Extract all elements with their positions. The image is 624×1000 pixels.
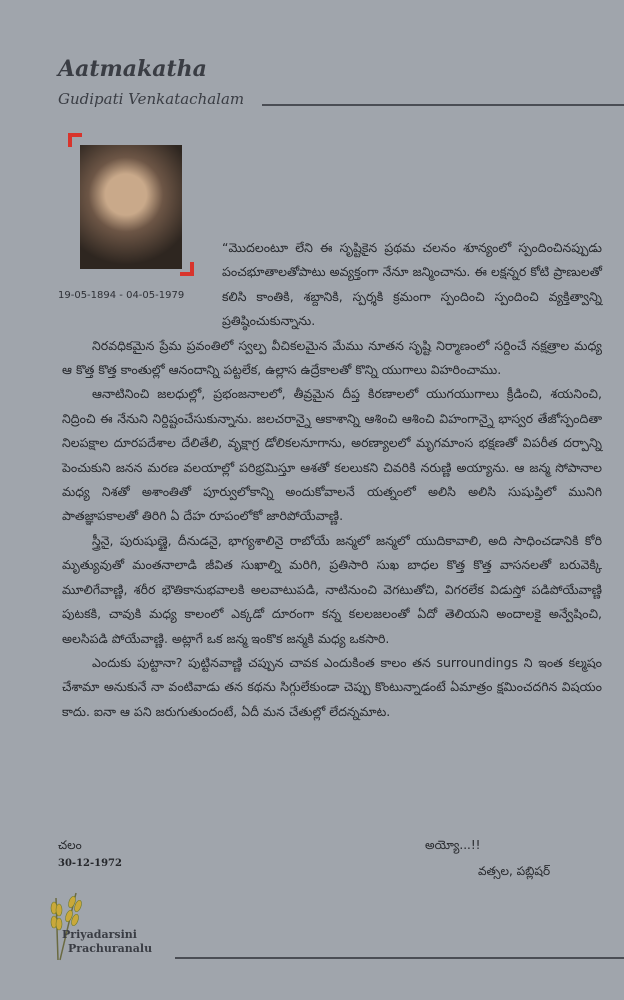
paragraph: “మొదలంటూ లేని ఈ సృష్టికైన ప్రథమ చలనం శూన్యంలో స్పందించినప్పుడు పంచభూతాలతోపాటు అవ్యక్తంగా నేనూ జన్మించాను. ఈ లక్షన్నర కోటి ప్రాణులతో కలిసి కాంతికి, శబ్దానికి, స్పర్శకి క్రమంగా స్పందించి స్పందించి వ్యక్తిత్వాన్ని ప్రతిష్ఠించుకున్నాను. [222, 240, 602, 329]
body-text [62, 236, 602, 724]
signature-date: 30-12-1972 [58, 858, 122, 869]
paragraph: స్త్రీనై, పురుషుణ్ణై, దీనుడనై, భాగ్యశాలినై రాబోయే జన్మలో జన్మలో యుదికావాలి, అది సాధించడానికి కోరి మృత్యువుతో మంతనాలాడి జీవిత సుఖాల్ని మరిగి, ప్రతిసారి సుఖ బాధల కొత్త కొత్త వాసనలతో బరువెక్కి మూలిగేవాణ్ణి, శరీర భౌతికానుభవాలకి అలవాటుపడి, నాటినుంచి వెగటుతోచి, విగరలేక విడుస్తో పడిపోయేవాణ్ణి పుటకకి, చావుకి మధ్య కాలంలో ఎక్కడో దూరంగా కన్న కలలజలంతో ఏదో తెలియని అందాలకై అన్వేషించి, అలసిపడి పోయేవాణ్ణి. అట్లాగే ఒక జన్మ ఇంకొక జన్మకి మధ్య ఒకసారి. [62, 532, 602, 646]
author-signature: చలం [58, 838, 82, 852]
book-title: Aatmakatha [58, 56, 207, 82]
divider [262, 104, 624, 106]
publisher-logo-text [62, 928, 152, 956]
publisher-name-line2: Prachuranalu [68, 942, 153, 955]
paragraph: నిరవధికమైన ప్రేమ ప్రవంతిలో స్వల్ప వీచికలమైన మేము నూతన సృష్టి నిర్మాణంలో సర్దించే నక్షత్రాల మధ్య ఆ కొత్త కొత్త కాంతుల్లో ఆనందాన్ని పట్టలేక, ఉల్లాస ఉద్రేకాలతో కొన్ని యుగాలు విహరించాము. [62, 337, 602, 378]
exclamation: అయ్యో...!! [425, 838, 481, 852]
paragraph: ఎందుకు పుట్టానా? పుట్టినవాణ్ణి చప్పున చావక ఎందుకింత కాలం తన surroundings ని ఇంత కల్మషం చేశామా అనుకునే నా వంటివాడు తన కథను సిగ్గులేకుండా చెప్పు కొంటున్నాడంటే ఏమాత్రం క్షమించదగిన విషయం కాదు. ఐనా ఆ పని జరుగుతుందంటే, ఏదీ మన చేతుల్లో లేదన్నమాట. [62, 654, 602, 719]
publisher-name-line1: Priyadarsini [62, 928, 137, 941]
photo-corner [68, 133, 82, 147]
author-name: Gudipati Venkatachalam [58, 90, 245, 108]
photo-caption: 19-05-1894 - 04-05-1979 [58, 290, 185, 301]
divider [175, 957, 624, 959]
paragraph: ఆనాటినించి జలధుల్లో, ప్రభంజనాలలో, తీవ్రమైన దీప్త కిరణాలలో యుగయుగాలు క్రీడించి, శయనించి, నిద్రించి ఈ నేనుని నిర్దిష్టంచేసుకున్నాను. జలచరాన్నై ఆకాశాన్ని ఆశించి ఆశించి విహంగాన్నై భాస్వర తేజోస్పందితా నిలపక్షాల దూరపదేశాల దేలితేలి, వృక్షాగ్ర డోలికలనూగాను, అరణ్యాలలో మృగమాంస భక్షణతో విపరీత దర్పాన్ని పెంచుకుని జనన మరణ వలయాల్లో పరిభ్రమిస్తూ ఆశతో కలలుకని చివరికి నరుణ్ణి అయ్యాను. ఆ జన్మ సోపానాల మధ్య నిశతో అశాంతితో పూర్వులోకాన్ని అందుకోవాలనే యత్నంలో అలిసి అలిసి సుషుప్తిలో మునిగి పాతజ్ఞాపకాలతో తిరిగి ఏ దేహ రూపంలోకో జారిపోయేవాణ్ణి. [62, 386, 602, 524]
publisher-signature: వత్సల, పబ్లిషర్ [478, 864, 551, 878]
